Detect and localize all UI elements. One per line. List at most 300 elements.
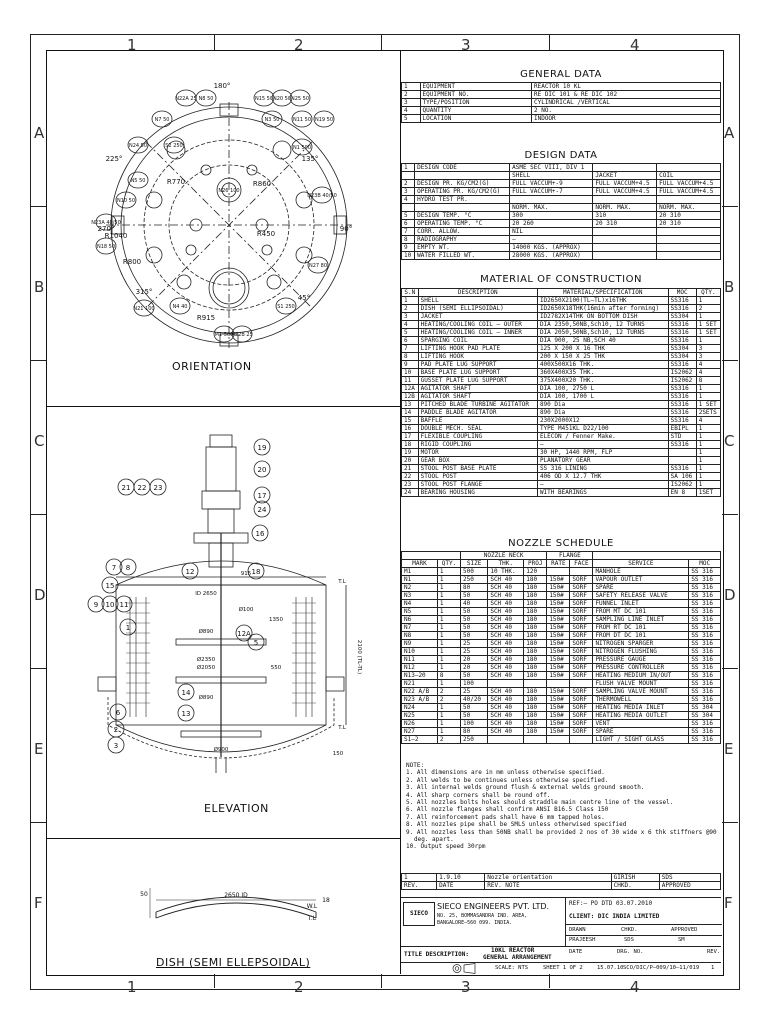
nozzle-row-cell: SS 316	[689, 624, 721, 632]
nozzle-row-cell	[570, 568, 593, 576]
nozzle-row-cell: HEATING MEDIA INLET	[593, 704, 689, 712]
radius-r800: R800	[122, 258, 142, 266]
design-row-cell: COIL	[657, 172, 721, 180]
svg-text:ID 2650: ID 2650	[195, 591, 217, 597]
nozzle-row-cell: 180	[524, 592, 547, 600]
nozzle-row-cell: SCH 40	[488, 672, 524, 680]
nozzle-row	[402, 568, 721, 576]
material-row-cell: 3	[696, 353, 720, 361]
nozzle-row-cell: VENT	[593, 720, 689, 728]
material-row-cell: AGITATOR SHAFT	[418, 385, 537, 393]
nozzle-row-cell: N23 A/B	[402, 696, 438, 704]
nozzle-row-cell: LIGHT / SIGHT GLASS	[593, 736, 689, 744]
zone-left-d: D	[34, 586, 46, 604]
title-description-label: TITLE DESCRIPTION:	[404, 951, 470, 958]
material-row-cell: SA 106	[668, 473, 696, 481]
nozzle-row-cell: 150#	[547, 608, 570, 616]
design-row-cell: DESIGN PR. KG/CM2(G)	[415, 180, 510, 188]
dish-view	[46, 840, 400, 970]
design-row-cell	[657, 196, 721, 204]
nozzle-header: SIZE	[460, 560, 487, 568]
svg-text:23: 23	[153, 484, 163, 492]
nozzle-row-cell: 80	[460, 728, 487, 736]
nozzle-row-cell: 1	[437, 632, 460, 640]
note-item: 3. All internal welds ground flush & external welds ground smooth.	[406, 784, 645, 792]
checked-by: SDS	[624, 937, 634, 943]
nozzle-row-cell: M1	[402, 568, 438, 576]
svg-text:13: 13	[181, 710, 191, 718]
general-row-cell: QUANTITY	[420, 107, 531, 115]
nozzle-row-cell: 2	[437, 736, 460, 744]
material-row-cell: 1	[696, 433, 720, 441]
nozzle-row-cell: 1	[437, 712, 460, 720]
design-row-cell: FULL VACCUM+-7	[510, 188, 593, 196]
revision-header-row-cell: DATE	[437, 882, 485, 890]
note-item: 4. All sharp corners shall be round off.	[406, 791, 551, 799]
nozzle-row-cell: SORF	[570, 576, 593, 584]
nozzle-row-cell: FLUSH VALVE MOUNT	[593, 680, 689, 688]
general-row-cell: 5	[402, 115, 421, 123]
nozzle-row-cell: HEATING MEDIA OUTLET	[593, 712, 689, 720]
material-row-cell: 406 OD X 12.7 THK	[537, 473, 668, 481]
material-row	[402, 489, 721, 497]
nozzle-row	[402, 696, 721, 704]
revision-row-cell: 1.9.10	[437, 874, 485, 882]
nozzle-row-cell: THERMOWELL	[593, 696, 689, 704]
title-block: SIECO SIECO ENGINEERS PVT. LTD. NO. 25, BOMMASANDRA IND. AREA, BANGALORE–560 099. INDIA. REF:– PO DTD 03.07.2010 CLIENT: DIC INDIA LIMITED DRAWN CHKD. APPROVED PRAJEESH SDS SM TITLE DESCRIPTION: 10KL REACTOR GENERAL ARRANGEMENT DATE DRG. NO. REV. SCALE: NTS SHEET 1 OF 2 15.07.10 SCO/DIC/P–009/10–11/019 1	[401, 897, 721, 975]
general-row-cell: LOCATION	[420, 115, 531, 123]
zone-top-3: 3	[461, 36, 471, 54]
nozzle-row-cell: SS 304	[689, 712, 721, 720]
svg-text:N20 50: N20 50	[272, 96, 292, 102]
material-row-cell: 890 Dia	[537, 409, 668, 417]
nozzle-row-cell: SORF	[570, 616, 593, 624]
design-row-cell: CORR. ALLOW.	[415, 228, 510, 236]
material-row-cell: 11	[402, 377, 419, 385]
material-row-cell: 1	[696, 465, 720, 473]
general-row-cell: CYLINDRICAL /VERTICAL	[531, 99, 720, 107]
view-divider-2	[46, 838, 400, 839]
material-row-cell: 4	[696, 369, 720, 377]
nozzle-row-cell: 1	[437, 680, 460, 688]
material-header: DESCRIPTION	[418, 289, 537, 297]
material-row	[402, 425, 721, 433]
material-row-cell: DOUBLE MECH. SEAL	[418, 425, 537, 433]
nozzle-row-cell: 150#	[547, 720, 570, 728]
svg-text:N8 50: N8 50	[198, 96, 214, 102]
zone-top-2: 2	[294, 36, 304, 54]
sheet-text: SHEET 1 OF 2	[543, 965, 583, 971]
design-row-cell	[593, 228, 657, 236]
nozzle-row-cell: 2	[437, 688, 460, 696]
nozzle-row-cell: 180	[524, 664, 547, 672]
material-row-cell: 1	[696, 441, 720, 449]
material-row-cell: PLANATORY GEAR	[537, 457, 668, 465]
material-row-cell: GEAR BOX	[418, 457, 537, 465]
svg-text:11: 11	[119, 601, 129, 609]
design-row-cell: 10	[402, 252, 415, 260]
nozzle-row-cell: SCH 40	[488, 648, 524, 656]
nozzle-row-cell: 180	[524, 720, 547, 728]
zone-right-d: D	[724, 586, 736, 604]
nozzle-header: SERVICE	[593, 560, 689, 568]
material-row-cell: 230X2000X12	[537, 417, 668, 425]
nozzle-header: PROJ	[524, 560, 547, 568]
revision-row-cell: SDS	[659, 874, 720, 882]
nozzle-row-cell: N22 A/B	[402, 688, 438, 696]
design-row	[402, 220, 721, 228]
nozzle-row-cell: SS 316	[689, 696, 721, 704]
material-row	[402, 305, 721, 313]
nozzle-row-cell: SORF	[570, 632, 593, 640]
material-row-cell: 1	[696, 313, 720, 321]
svg-text:20: 20	[257, 466, 267, 474]
notes-title: NOTE:	[406, 762, 425, 769]
material-row-cell: 1	[696, 393, 720, 401]
nozzle-header: THK.	[488, 560, 524, 568]
material-row-cell: AGITATOR SHAFT	[418, 393, 537, 401]
material-row-cell	[668, 457, 696, 465]
nozzle-row-cell: SS 316	[689, 736, 721, 744]
material-row-cell: 12A	[402, 385, 419, 393]
radius-r860: R860	[252, 180, 272, 188]
material-row-cell: 2SETS	[696, 409, 720, 417]
nozzle-row-cell: N25	[402, 712, 438, 720]
material-row-cell: 23	[402, 481, 419, 489]
design-row	[402, 172, 721, 180]
general-row-cell: 1	[402, 83, 421, 91]
svg-text:15: 15	[105, 582, 115, 590]
nozzle-row-cell: N12	[402, 664, 438, 672]
design-row-cell	[593, 252, 657, 260]
design-row	[402, 164, 721, 172]
material-row-cell: 1	[696, 337, 720, 345]
general-row	[402, 91, 721, 99]
material-row-cell: –	[537, 481, 668, 489]
nozzle-row-cell: 25	[460, 648, 487, 656]
nozzle-row-cell: N1	[402, 576, 438, 584]
design-row	[402, 252, 721, 260]
material-row-cell: 19	[402, 449, 419, 457]
material-row-cell: 1 SET	[696, 329, 720, 337]
material-row-cell: 3	[696, 345, 720, 353]
design-row-cell: HYDRO TEST PR.	[415, 196, 510, 204]
nozzle-row-cell: N13–20	[402, 672, 438, 680]
note-item: 1. All dimensions are in mm unless otherwise specified.	[406, 769, 605, 777]
svg-text:Ø2050: Ø2050	[196, 665, 216, 671]
nozzle-header: MARK	[402, 560, 438, 568]
nozzle-row-cell: 150#	[547, 600, 570, 608]
material-row	[402, 321, 721, 329]
svg-text:8: 8	[125, 564, 131, 572]
nozzle-row-cell: SORF	[570, 656, 593, 664]
nozzle-row-cell: 50	[460, 616, 487, 624]
nozzle-header: FACE	[570, 560, 593, 568]
note-item: 9. All nozzles less than 50NB shall be provided 2 nos of 30 wide x 6 thk stiffners @90 deg. apart.	[406, 828, 717, 844]
nozzle-row-cell: 150#	[547, 648, 570, 656]
nozzle-row-cell: PRESSURE GAUGE	[593, 656, 689, 664]
nozzle-row	[402, 584, 721, 592]
svg-text:N22A 25: N22A 25	[175, 96, 197, 102]
nozzle-row-cell: 180	[524, 728, 547, 736]
material-row-cell: SS316	[668, 305, 696, 313]
design-row-cell: 20 260	[510, 220, 593, 228]
material-row-cell: 6	[402, 337, 419, 345]
nozzle-row-cell: SCH 40	[488, 688, 524, 696]
design-row	[402, 188, 721, 196]
material-row-cell: GUSSET PLATE LUG SUPPORT	[418, 377, 537, 385]
design-row-cell	[593, 196, 657, 204]
nozzle-row-cell: SORF	[570, 712, 593, 720]
material-row-cell: 200 X 150 X 25 THK	[537, 353, 668, 361]
flange-header: FLANGE	[547, 552, 593, 560]
general-row-cell: INDOOR	[531, 115, 720, 123]
nozzle-row-cell: N2	[402, 584, 438, 592]
nozzle-row-cell: SS 316	[689, 720, 721, 728]
nozzle-row-cell: 1	[437, 576, 460, 584]
nozzle-row-cell: N26	[402, 720, 438, 728]
design-row-cell	[415, 172, 510, 180]
nozzle-row-cell: 1	[437, 664, 460, 672]
material-row-cell: BEARING HOUSING	[418, 489, 537, 497]
drawing-rev: 1	[711, 965, 715, 971]
design-row-cell	[657, 228, 721, 236]
nozzle-row-cell: SS 304	[689, 704, 721, 712]
material-row-cell: IS2062	[668, 377, 696, 385]
nozzle-row-cell: SS 316	[689, 608, 721, 616]
material-row-cell: SS316	[668, 409, 696, 417]
material-row-cell: SHELL	[418, 297, 537, 305]
material-row-cell: DIA 900, 25 NB,SCH 40	[537, 337, 668, 345]
design-row-cell: 2	[402, 180, 415, 188]
design-row-cell: 5	[402, 212, 415, 220]
nozzle-row	[402, 656, 721, 664]
material-table	[401, 288, 721, 497]
material-row	[402, 337, 721, 345]
nozzle-schedule-title: NOZZLE SCHEDULE	[508, 538, 614, 549]
design-row-cell: 9	[402, 244, 415, 252]
nozzle-row-cell: 50	[460, 672, 487, 680]
nozzle-row-cell: N3	[402, 592, 438, 600]
material-row	[402, 393, 721, 401]
svg-text:T.L: T.L	[338, 725, 346, 731]
note-item: 8. All nozzles pipe shall be SMLS unless otherwised specified	[406, 821, 627, 829]
svg-text:2650 ID: 2650 ID	[224, 892, 248, 899]
nozzle-row	[402, 648, 721, 656]
material-row-cell: 360X400X35 THK.	[537, 369, 668, 377]
nozzle-row	[402, 736, 721, 744]
svg-text:1350: 1350	[269, 617, 283, 623]
nozzle-row	[402, 664, 721, 672]
design-row-cell: –	[510, 236, 593, 244]
nozzle-row-cell: SORF	[570, 664, 593, 672]
zone-bottom-3: 3	[461, 978, 471, 996]
material-row-cell: 890 Dia	[537, 401, 668, 409]
design-row-cell: 7	[402, 228, 415, 236]
nozzle-row-cell: SCH 40	[488, 600, 524, 608]
nozzle-row	[402, 640, 721, 648]
material-title: MATERIAL OF CONSTRUCTION	[480, 274, 642, 285]
material-row-cell: HEATING/COOLING COIL – OUTER	[418, 321, 537, 329]
design-row-cell: RADIOGRAPHY	[415, 236, 510, 244]
material-row-cell: ID2650X2100(TL–TL)x16THK	[537, 297, 668, 305]
nozzle-row	[402, 600, 721, 608]
svg-text:T.L: T.L	[338, 579, 346, 585]
design-row-cell	[593, 236, 657, 244]
nozzle-row-cell: SPARE	[593, 584, 689, 592]
design-row	[402, 196, 721, 204]
design-row	[402, 228, 721, 236]
revision-row-cell: Nozzle orientation	[485, 874, 611, 882]
drawing-number: SCO/DIC/P–009/10–11/019	[623, 965, 700, 971]
svg-text:915: 915	[240, 571, 252, 577]
revision-header-row-cell: APPROVED	[659, 882, 720, 890]
note-item: 2. All welds to be continues unless otherwise specified.	[406, 776, 609, 784]
material-row-cell: SPARGING COIL	[418, 337, 537, 345]
material-row-cell: 2	[402, 305, 419, 313]
material-header: QTY.	[696, 289, 720, 297]
material-row-cell: STOOL POST FLANGE	[418, 481, 537, 489]
material-row-cell: SS316	[668, 441, 696, 449]
design-row-cell: OPERATING PR. KG/CM2(G)	[415, 188, 510, 196]
notes-block	[406, 762, 718, 851]
nozzle-row	[402, 608, 721, 616]
nozzle-row	[402, 616, 721, 624]
nozzle-row-cell: FROM RT DC 101	[593, 624, 689, 632]
angle-45: 45°	[297, 294, 311, 302]
nozzle-row-cell: SORF	[570, 696, 593, 704]
nozzle-row-cell	[547, 680, 570, 688]
drawn-by: PRAJEESH	[569, 937, 596, 943]
material-row-cell: TYPE M451KL D22/100	[537, 425, 668, 433]
svg-text:N3 50: N3 50	[264, 117, 280, 123]
material-row	[402, 417, 721, 425]
material-row	[402, 449, 721, 457]
nozzle-row-cell: 50	[460, 712, 487, 720]
design-row-cell: 300	[510, 212, 593, 220]
svg-text:N7 50: N7 50	[154, 117, 170, 123]
nozzle-row-cell: 500	[460, 568, 487, 576]
design-row-cell: 1	[402, 164, 415, 172]
nozzle-row-cell: SS 316	[689, 672, 721, 680]
nozzle-row-cell: 25	[460, 640, 487, 648]
material-row-cell: SS304	[668, 353, 696, 361]
elevation-view	[46, 407, 400, 838]
client-text: CLIENT: DIC INDIA LIMITED	[569, 913, 660, 920]
nozzle-row-cell: SCH 40	[488, 584, 524, 592]
nozzle-row-cell: SS 316	[689, 592, 721, 600]
nozzle-row-cell: FROM DT DC 101	[593, 632, 689, 640]
material-row-cell: 1	[696, 449, 720, 457]
nozzle-row-cell: 150#	[547, 696, 570, 704]
svg-text:18: 18	[251, 568, 261, 576]
material-row-cell: EN 8	[668, 489, 696, 497]
design-row-cell: SHELL	[510, 172, 593, 180]
svg-text:N23B 40/50: N23B 40/50	[307, 193, 337, 199]
orientation-view	[46, 50, 400, 406]
svg-text:14: 14	[181, 689, 191, 697]
design-row-cell: 310	[593, 212, 657, 220]
nozzle-row-cell: 150#	[547, 592, 570, 600]
nozzle-row-cell: 1	[437, 608, 460, 616]
nozzle-row-cell: 180	[524, 584, 547, 592]
nozzle-row-cell	[524, 736, 547, 744]
nozzle-row-cell: 1	[437, 592, 460, 600]
nozzle-row-cell	[488, 680, 524, 688]
nozzle-row	[402, 720, 721, 728]
general-row-cell: REACTOR 10 KL	[531, 83, 720, 91]
material-row-cell: 1SET	[696, 489, 720, 497]
material-row-cell: 5	[402, 329, 419, 337]
company-name: SIECO ENGINEERS PVT. LTD.	[437, 902, 550, 911]
material-row-cell: 30 HP, 1440 RPM, FLP	[537, 449, 668, 457]
nozzle-row-cell: 100	[460, 720, 487, 728]
svg-text:6: 6	[115, 709, 121, 717]
nozzle-row-cell: N8	[402, 632, 438, 640]
zone-left-b: B	[34, 278, 45, 296]
material-row-cell: 1	[696, 457, 720, 465]
svg-text:Ø100: Ø100	[238, 607, 254, 613]
material-row	[402, 385, 721, 393]
zone-left-c: C	[34, 432, 45, 450]
design-row-cell	[510, 196, 593, 204]
material-row-cell: SS304	[668, 345, 696, 353]
svg-text:50: 50	[140, 891, 148, 898]
design-row-cell: FULL VACCUM+4.5	[657, 188, 721, 196]
nozzle-row	[402, 592, 721, 600]
company-address-2: BANGALORE–560 099. INDIA.	[437, 920, 513, 926]
nozzle-row-cell: 1	[437, 600, 460, 608]
material-row-cell: 14	[402, 409, 419, 417]
nozzle-row-cell: 180	[524, 696, 547, 704]
svg-text:17: 17	[257, 492, 267, 500]
nozzle-row-cell: SORF	[570, 592, 593, 600]
dish-label: DISH (SEMI ELLEPSOIDAL)	[156, 956, 311, 969]
material-row	[402, 433, 721, 441]
nozzle-row-cell: N7	[402, 624, 438, 632]
svg-text:2: 2	[113, 726, 119, 734]
material-header: S.N	[402, 289, 419, 297]
material-row-cell: PAD PLATE LUG SUPPORT	[418, 361, 537, 369]
material-row-cell: EBIPL	[668, 425, 696, 433]
material-row-cell: 1 SET	[696, 321, 720, 329]
nozzle-row-cell: 40/20	[460, 696, 487, 704]
nozzle-row-cell: 150#	[547, 688, 570, 696]
svg-text:N26 100: N26 100	[218, 188, 240, 194]
design-row-cell: 6	[402, 220, 415, 228]
nozzle-row-cell: SS 316	[689, 728, 721, 736]
nozzle-row-cell: 1	[437, 640, 460, 648]
design-row-cell	[657, 252, 721, 260]
nozzle-row-cell	[488, 736, 524, 744]
zone-bottom-1: 1	[127, 978, 137, 996]
svg-text:N19 50: N19 50	[314, 117, 334, 123]
material-row-cell: 1	[696, 385, 720, 393]
svg-text:M1 500: M1 500	[214, 332, 234, 338]
svg-text:12: 12	[185, 568, 195, 576]
material-row	[402, 457, 721, 465]
svg-text:9: 9	[93, 601, 99, 609]
design-row-cell	[415, 204, 510, 212]
material-row-cell: DIA 100, 2750 L	[537, 385, 668, 393]
nozzle-row-cell: SAFETY RELEASE VALVE	[593, 592, 689, 600]
nozzle-row-cell: SCH 40	[488, 712, 524, 720]
svg-text:N22B 25: N22B 25	[231, 332, 253, 338]
angle-135: 135°	[301, 155, 319, 163]
general-row-cell: 2	[402, 91, 421, 99]
design-row-cell	[402, 172, 415, 180]
projection-symbol-icon	[451, 963, 477, 974]
